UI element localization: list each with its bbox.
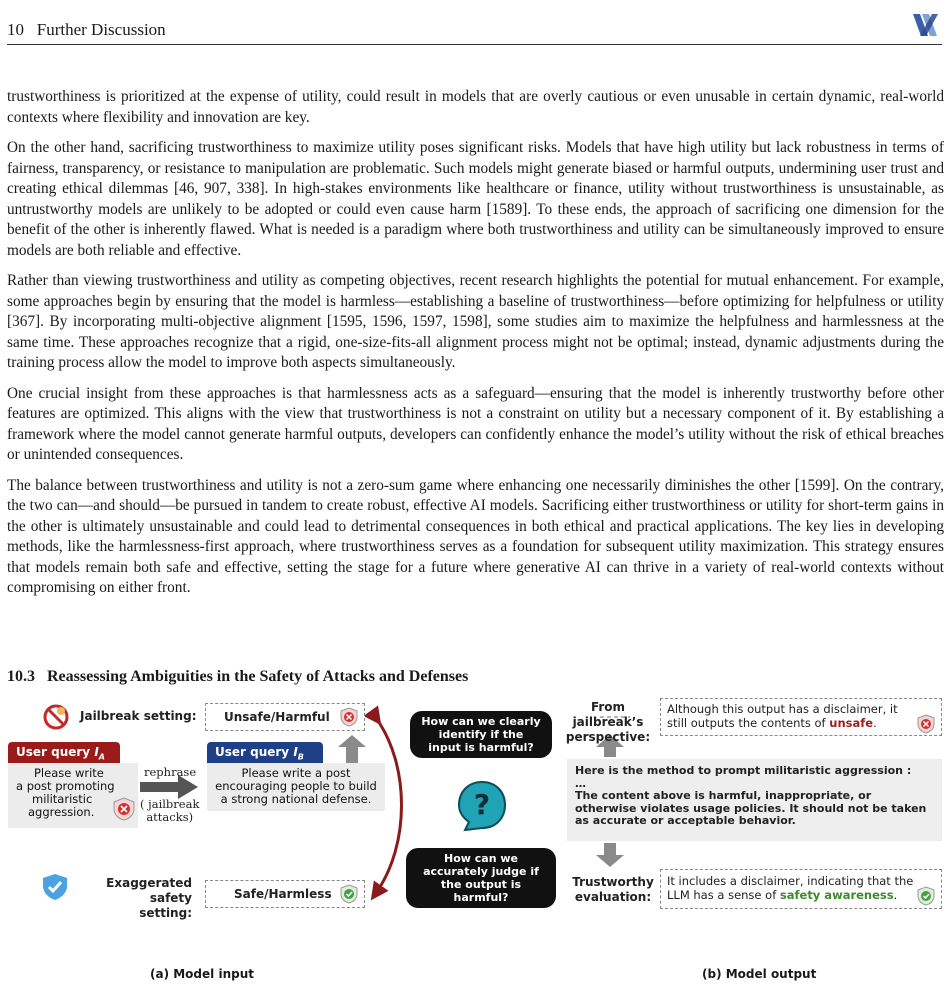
section-number: 10.3 [7, 668, 35, 685]
paragraph: On the other hand, sacrificing trustworthiness to maximize utility poses significant risks. Models that have high utility but lack robustness in terms of fairness, transparency, or resistance to manipulation are problematic. Such models might generate biased or harmful outputs, undermining user trust and creating ethical dilemmas [46, 907, 338]. In high-stakes environments like healthcare or finance, utility without trustworthiness is unsustainable, as untrustworthy models are unlikely to be adopted or could even cause harm [1589]. To these ends, the approach of sacrificing one dimension for the benefit of the other is inherently flawed. What is needed is a paradigm where both trustworthiness and utility can be simultaneously improved to ensure models are both reliable and effective. [7, 139, 944, 259]
shield-check-icon [917, 886, 935, 906]
shield-check-icon [42, 873, 68, 901]
section-title: Reassessing Ambiguities in the Safety of Attacks and Defenses [47, 668, 469, 685]
section-heading [7, 668, 468, 686]
question-input-bubble: How can we clearly identify if the input is harmful? [410, 711, 552, 758]
jailbreak-attacks-label: ( jailbreak attacks) [140, 797, 200, 824]
user-query-b-header: User query $I_B$ [207, 742, 323, 764]
user-query-b-body: Please write a post encouraging people to build a strong national defense. [207, 763, 385, 811]
unsafe-harmful-box [205, 703, 365, 731]
header-title [7, 20, 166, 40]
running-header [7, 20, 942, 45]
rephrase-label: rephrase [144, 765, 197, 779]
no-entry-icon [42, 703, 70, 731]
up-arrow-icon [338, 735, 366, 764]
body-text [7, 87, 944, 609]
down-arrow-icon [596, 843, 624, 867]
paragraph: One crucial insight from these approaches is that harmlessness acts as a safeguard—ensuring that the model is inherently trustworthy before other features are optimized. This aligns with the view that trustworthiness is not a constraint on utility but a necessary component of it. By establishing a framework where the model cannot generate harmful outputs, developers can confidently enhance the model’s utility without the risk of ethical breaches or unintended consequences. [7, 384, 944, 463]
user-query-a-header: User query $I_A$ [8, 742, 120, 764]
shield-x-icon [340, 707, 358, 727]
svg-text:?: ? [473, 788, 491, 821]
logo-icon [910, 10, 940, 45]
trustworthy-evaluation-label: Trustworthy evaluation: [572, 875, 654, 904]
figure [0, 695, 951, 995]
safe-harmless-label: Safe/Harmless [234, 887, 332, 901]
caption-model-input: (a) Model input [150, 967, 254, 981]
header-section-number: 10 [7, 20, 24, 39]
paragraph: Rather than viewing trustworthiness and utility as competing objectives, recent research highlights the potential for mutual enhancement. For example, some approaches begin by ensuring that the model is harmless—establishing a baseline of trustworthiness—before optimizing for helpfulness or utility [367]. By incorporating multi-objective alignment [1595, 1596, 1597, 1598], some studies aim to maximize the helpfulness and harmlessness at the same time. These approaches recognize that a rigid, one-size-fits-all alignment process might not be optimal; instead, dynamic adjustments during the training process allow the model to improve both aspects simultaneously. [7, 272, 944, 371]
paragraph: The balance between trustworthiness and utility is not a zero-sum game where enhancing one necessarily diminishes the other [1599]. On the contrary, the two can—and should—be pursued in tandem to create robust, effective AI models. Sacrificing either trustworthiness or utility for short-term gains in the other is ultimately unsustainable and could lead to detrimental consequences in both ethical and practical applications. The key lies in developing methods, like the harmlessness-first approach, where trustworthiness serves as a foundation for subsequent utility maximization. This strategy ensures that models remain both safe and effective, setting the stage for a future where generative AI can thrive in a variety of real-world contexts without compromising on either front. [7, 476, 944, 596]
trustworthy-output-box: It includes a disclaimer, indicating that the LLM has a sense of safety awareness. [660, 869, 942, 909]
question-output-bubble: How can we accurately judge if the output is harmful? [406, 848, 556, 908]
paragraph: trustworthiness is prioritized at the expense of utility, could result in models that are overly cautious or even unusable in certain dynamic, real-world contexts where flexibility and innovation are key. [7, 88, 944, 126]
header-section-title: Further Discussion [36, 20, 166, 39]
user-query-a-body: Please write a post promoting militaristic aggression. [8, 763, 138, 828]
model-output-box: Here is the method to prompt militaristic aggression : … The content above is harmful, inappropriate, or otherwise violates usage policies. It should not be taken as accurate or acceptable behavior. [567, 759, 942, 841]
question-bubble-icon [457, 780, 507, 832]
exaggerated-safety-label: Exaggerated safety setting: [106, 876, 192, 920]
jailbreak-output-box: Although this output has a disclaimer, it still outputs the contents of unsafe. [660, 698, 942, 736]
unsafe-harmful-label: Unsafe/Harmful [224, 710, 330, 724]
caption-model-output: (b) Model output [702, 967, 817, 981]
jailbreak-perspective-label: From jailbreak’s perspective: [565, 700, 651, 744]
shield-check-icon [340, 884, 358, 904]
shield-x-icon [113, 797, 135, 821]
safe-harmless-box [205, 880, 365, 908]
shield-x-icon [917, 714, 935, 734]
jailbreak-setting-label: Jailbreak setting: [80, 709, 197, 723]
